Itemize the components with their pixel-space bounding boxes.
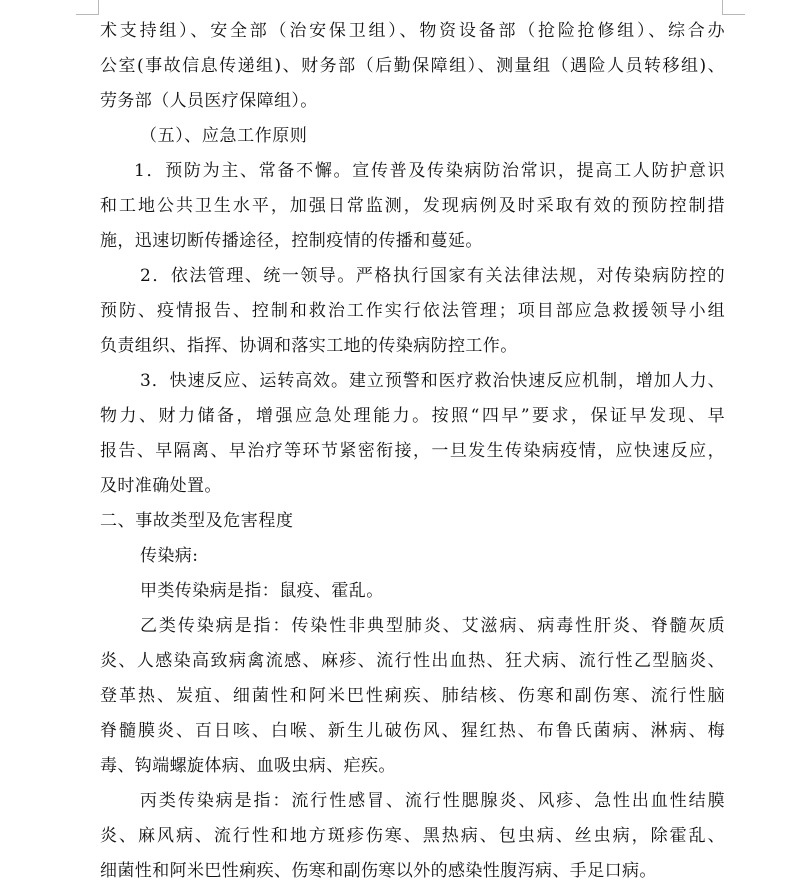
paragraph-line: 毒、钩端螺旋体病、血吸虫病、疟疾。 — [100, 756, 396, 776]
paragraph-line: 2．依法管理、统一领导。严格执行国家有关法律法规，对传染病防控的 — [140, 266, 725, 286]
paragraph-line: 和工地公共卫生水平，加强日常监测，发现病例及时采取有效的预防控制措 — [100, 196, 725, 216]
document-body[interactable] — [100, 14, 725, 889]
paragraph-line: 预防、疫情报告、控制和救治工作实行依法管理；项目部应急救援领导小组 — [100, 301, 725, 321]
paragraph-line: 施，迅速切断传播途径，控制疫情的传播和蔓延。 — [100, 231, 483, 251]
paragraph-line: 及时准确处置。 — [100, 476, 222, 496]
paragraph-line: 丙类传染病是指：流行性感冒、流行性腮腺炎、风疹、急性出血性结膜 — [140, 791, 725, 811]
paragraph-line: 甲类传染病是指：鼠疫、霍乱。 — [140, 581, 384, 601]
paragraph-line: 报告、早隔离、早治疗等环节紧密衔接，一旦发生传染病疫情，应快速反应， — [100, 441, 725, 461]
paragraph-line: 脊髓膜炎、百日咳、白喉、新生儿破伤风、猩红热、布鲁氏菌病、淋病、梅 — [100, 721, 725, 741]
paragraph-line: 劳务部（人员医疗保障组）。 — [100, 91, 318, 111]
paragraph-line: 公室(事故信息传递组)、财务部（后勤保障组）、测量组（遇险人员转移组)、 — [100, 56, 725, 76]
paragraph-line: 物力、财力储备，增强应急处理能力。按照“四早”要求，保证早发现、早 — [100, 406, 725, 426]
section-heading-accident-types: 二、事故类型及危害程度 — [100, 511, 294, 531]
section-heading-emergency-principles: （五）、应急工作原则 — [140, 126, 308, 146]
left-margin-corner-mark — [76, 0, 99, 15]
paragraph-line: 炎、人感染高致病禽流感、麻疹、流行性出血热、狂犬病、流行性乙型脑炎、 — [100, 651, 725, 671]
paragraph-line: 术支持组）、安全部（治安保卫组）、物资设备部（抢险抢修组）、综合办 — [100, 21, 725, 41]
paragraph-line: 3．快速反应、运转高效。建立预警和医疗救治快速反应机制，增加人力、 — [140, 371, 725, 391]
paragraph-line: 乙类传染病是指：传染性非典型肺炎、艾滋病、病毒性肝炎、脊髓灰质 — [140, 616, 725, 636]
subheading-infectious-disease: 传染病: — [140, 546, 199, 566]
paragraph-line: 细菌性和阿米巴性痢疾、伤寒和副伤寒以外的感染性腹泻病、手足口病。 — [100, 861, 657, 881]
right-margin-corner-mark — [722, 0, 745, 15]
paragraph-line: 1．预防为主、常备不懈。宣传普及传染病防治常识，提高工人防护意识 — [134, 161, 725, 181]
paragraph-line: 炎、麻风病、流行性和地方斑疹伤寒、黑热病、包虫病、丝虫病，除霍乱、 — [100, 826, 725, 846]
paragraph-line: 负责组织、指挥、协调和落实工地的传染病防控工作。 — [100, 336, 518, 356]
paragraph-line: 登革热、炭疽、细菌性和阿米巴性痢疾、肺结核、伤寒和副伤寒、流行性脑 — [100, 686, 725, 706]
